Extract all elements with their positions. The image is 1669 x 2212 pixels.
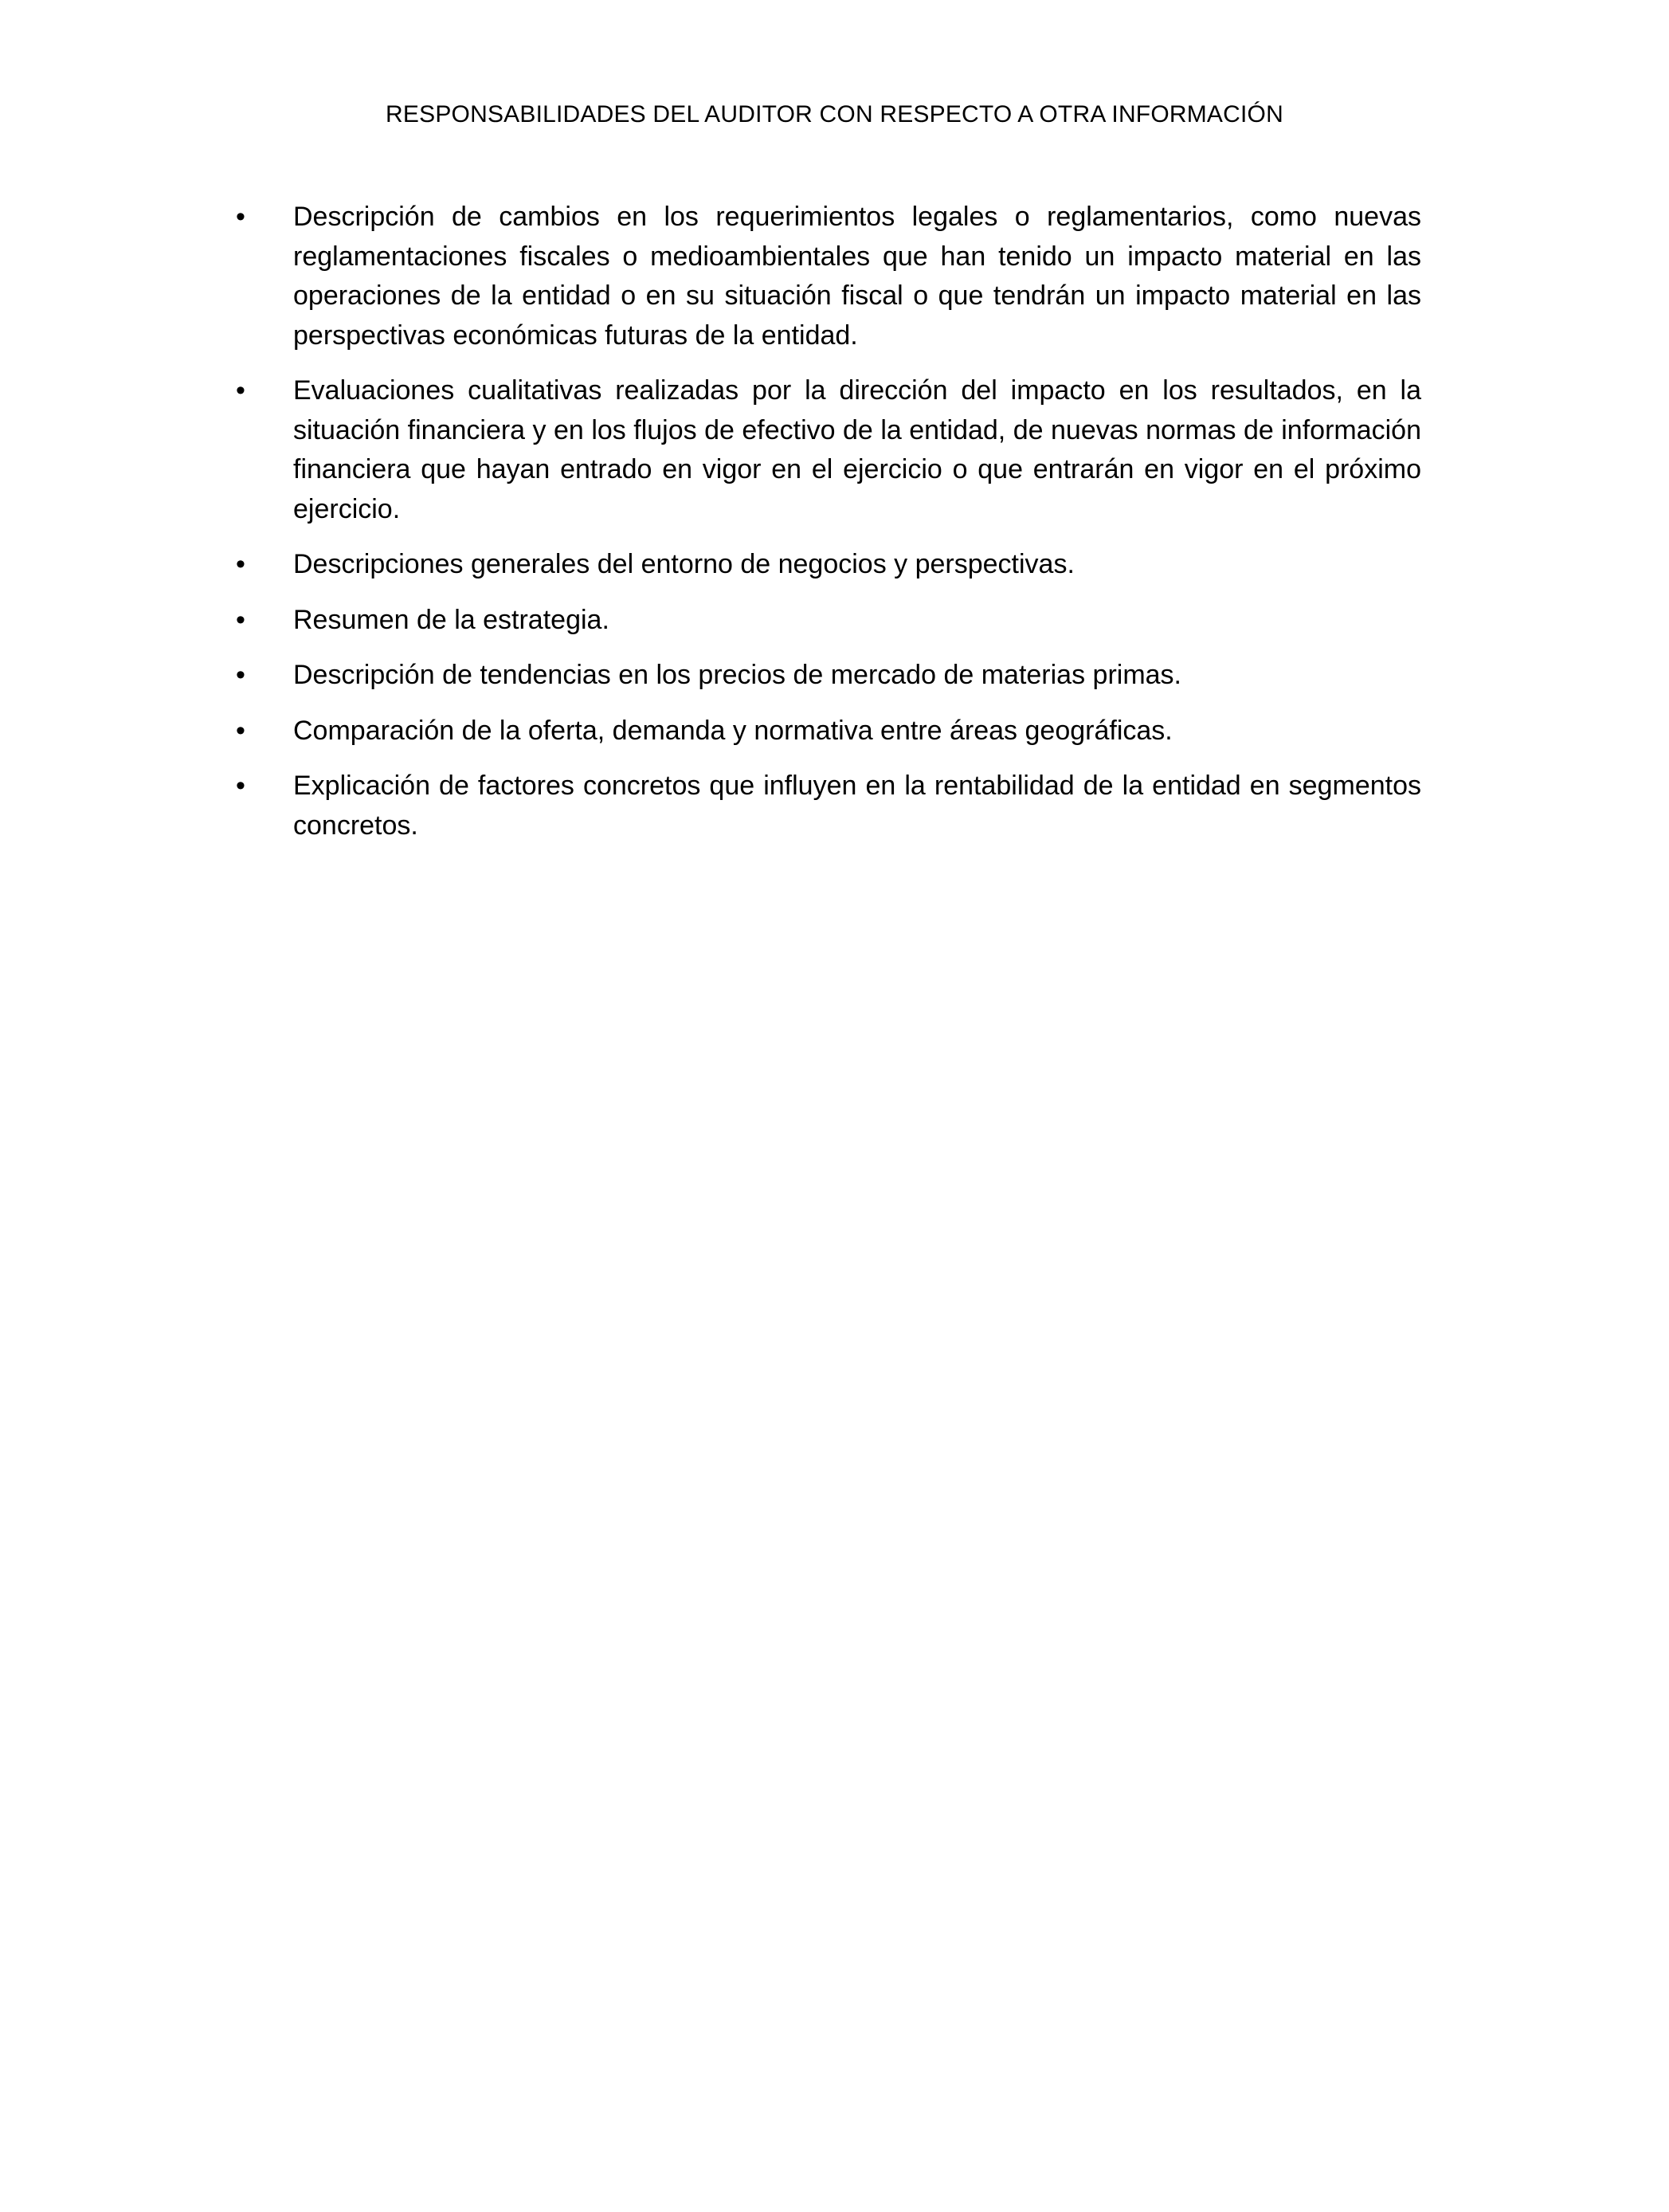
list-item: • Descripción de tendencias en los precios de mercado de materias primas.: [236, 656, 1421, 696]
list-item: • Evaluaciones cualitativas realizadas por la dirección del impacto en los resultados, en la situación financiera y en los flujos de efectivo de la entidad, de nuevas normas de información financiera que hayan entrado en vigor en el ejercicio o que entrarán en vigor en el próximo ejercicio.: [236, 371, 1421, 529]
list-item: • Resumen de la estrategia.: [236, 601, 1421, 641]
bullet-list: [236, 198, 1421, 861]
list-item: • Descripciones generales del entorno de negocios y perspectivas.: [236, 545, 1421, 585]
page-header: RESPONSABILIDADES DEL AUDITOR CON RESPECTO A OTRA INFORMACIÓN: [386, 101, 1283, 127]
list-item: • Explicación de factores concretos que influyen en la rentabilidad de la entidad en segmentos concretos.: [236, 767, 1421, 845]
list-item: • Descripción de cambios en los requerimientos legales o reglamentarios, como nuevas reglamentaciones fiscales o medioambientales que han tenido un impacto material en las operaciones de la entidad o en su situación fiscal o que tendrán un impacto material en las perspectivas económicas futuras de la entidad.: [236, 198, 1421, 355]
list-item: • Comparación de la oferta, demanda y normativa entre áreas geográficas.: [236, 712, 1421, 751]
